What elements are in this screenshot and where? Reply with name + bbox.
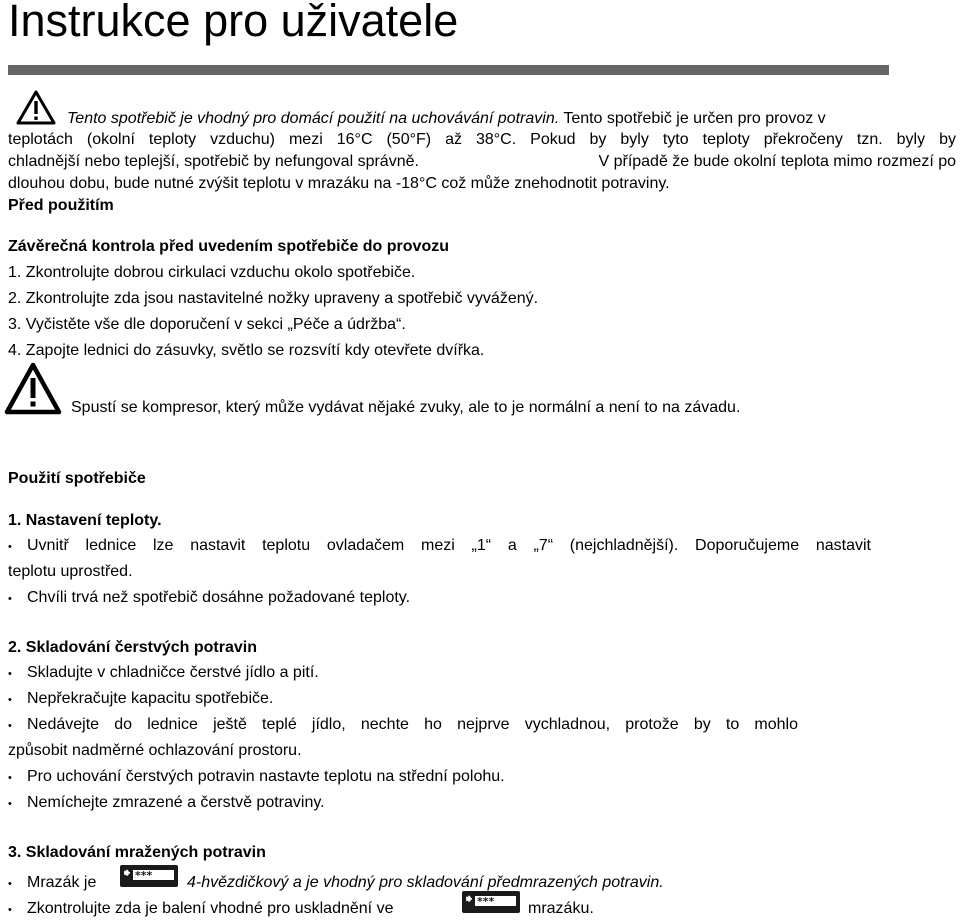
bullet-icon: •	[8, 772, 12, 784]
final-check-item-3: 3. Vyčistěte vše dle doporučení v sekci „Péče a údržba“.	[8, 316, 406, 333]
frozen-bullet-2-pre: Zkontrolujte zda je balení vhodné pro uskladnění ve	[27, 900, 394, 917]
svg-text:***: ***	[135, 869, 153, 882]
intro-line-4: dlouhou dobu, bude nutné zvýšit teplotu v mrazáku na -18°C což může znehodnotit potraviny.	[8, 175, 670, 192]
temp-bullet-2: Chvíli trvá než spotřebič dosáhne požadované teploty.	[27, 589, 411, 606]
bullet-icon: •	[8, 593, 12, 605]
bullet-icon: •	[8, 541, 12, 553]
bullet-icon: •	[8, 720, 12, 732]
fresh-bullet-4: Pro uchování čerstvých potravin nastavte teplotu na střední polohu.	[27, 768, 505, 785]
fresh-bullet-5: Nemíchejte zmrazené a čerstvě potraviny.	[27, 794, 325, 811]
bullet-icon: •	[8, 694, 12, 706]
temp-bullet-1-line-2: teplotu uprostřed.	[8, 563, 133, 580]
frozen-bullet-1-pre: Mrazák je	[27, 874, 97, 891]
fresh-bullet-1: Skladujte v chladničce čerstvé jídlo a pití.	[27, 664, 319, 681]
svg-text:***: ***	[477, 895, 495, 908]
title-divider	[8, 65, 889, 75]
final-check-heading: Závěrečná kontrola před uvedením spotřebiče do provozu	[8, 238, 449, 255]
intro-line-1	[67, 109, 826, 129]
temp-bullet-1-line-1: Uvnitř lednice lze nastavit teplotu ovladačem mezi „1“ a „7“ (nejchladnější). Doporučujeme nastavit	[27, 537, 871, 554]
page-title: Instrukce pro uživatele	[8, 0, 459, 46]
final-check-item-2: 2. Zkontrolujte zda jsou nastavitelné nožky upraveny a spotřebič vyvážený.	[8, 290, 539, 307]
before-use-heading: Před použitím	[8, 197, 114, 214]
frozen-bullet-2-post: mrazáku.	[528, 900, 594, 917]
intro-line-1-rest: Tento spotřebič je určen pro provoz v	[559, 110, 826, 127]
bullet-icon: •	[8, 668, 12, 680]
bullet-icon: •	[8, 798, 12, 810]
bullet-icon: •	[8, 878, 12, 890]
final-check-item-4: 4. Zapojte lednici do zásuvky, světlo se rozsvítí kdy otevřete dvířka.	[8, 342, 485, 359]
bullet-icon: •	[8, 904, 12, 916]
warning-triangle-icon	[16, 90, 56, 131]
fresh-bullet-2: Nepřekračujte kapacitu spotřebiče.	[27, 690, 274, 707]
intro-line-2: teplotách (okolní teploty vzduchu) mezi 16°C (50°F) až 38°C. Pokud by byly tyto teploty překročeny tzn. byly by	[8, 131, 956, 148]
frozen-heading: 3. Skladování mražených potravin	[8, 844, 266, 861]
warning-triangle-icon	[4, 362, 62, 421]
four-star-freezer-icon	[462, 891, 520, 913]
intro-line-3a: chladnější nebo teplejší, spotřebič by nefungoval správně.	[8, 153, 419, 170]
final-check-item-1: 1. Zkontrolujte dobrou cirkulaci vzduchu okolo spotřebiče.	[8, 264, 416, 281]
fresh-bullet-3-line-1: Nedávejte do lednice ještě teplé jídlo, nechte ho nejprve vychladnou, protože by to mohlo	[27, 716, 798, 733]
four-star-freezer-icon	[120, 865, 178, 887]
fresh-heading: 2. Skladování čerstvých potravin	[8, 639, 257, 656]
intro-line-3	[8, 152, 956, 172]
usage-heading: Použití spotřebiče	[8, 470, 146, 487]
frozen-bullet-1-post: 4-hvězdičkový a je vhodný pro skladování předmrazených potravin.	[187, 874, 664, 891]
warning-note: Spustí se kompresor, který může vydávat nějaké zvuky, ale to je normální a není to na závadu.	[71, 399, 741, 416]
intro-line-3b: V případě že bude okolní teplota mimo rozmezí po	[598, 153, 956, 170]
fresh-bullet-3-line-2: způsobit nadměrné ochlazování prostoru.	[8, 742, 302, 759]
temp-heading: 1. Nastavení teploty.	[8, 512, 162, 529]
intro-line-1-italic: Tento spotřebič je vhodný pro domácí použití na uchovávání potravin.	[67, 110, 560, 127]
